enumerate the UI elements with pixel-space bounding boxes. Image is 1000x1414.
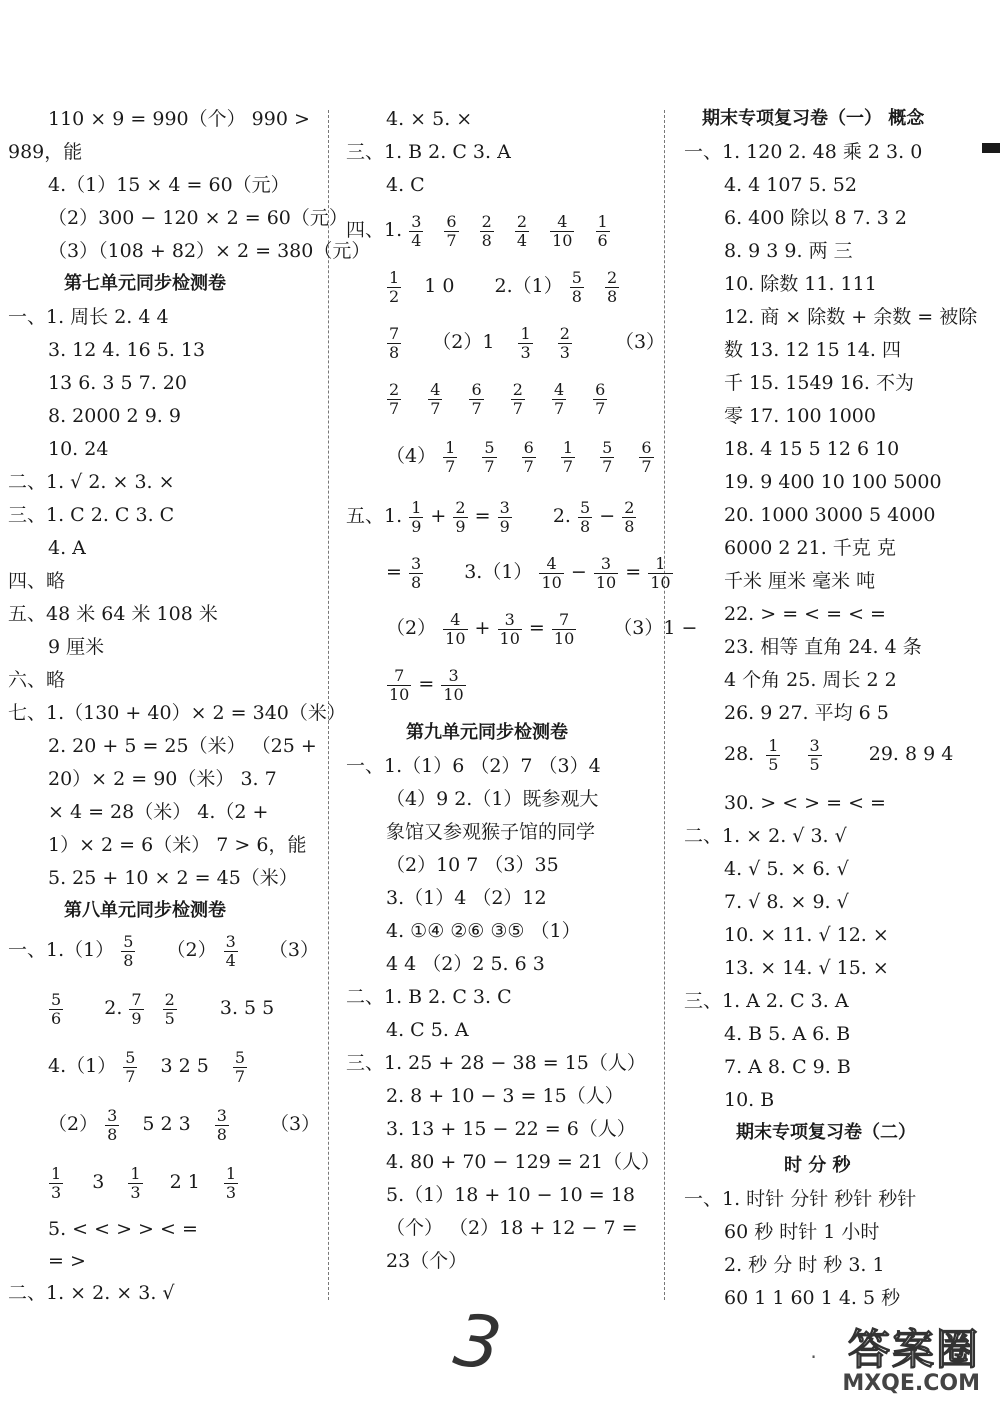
answer-line: 60 1 1 60 1 4. 5 秒 — [724, 1287, 901, 1309]
denominator: 8 — [123, 950, 134, 970]
answer-line: 10. 24 — [48, 438, 109, 460]
answer-line: 9 厘米 — [48, 636, 105, 658]
watermark-logo: 答案圈 — [847, 1325, 980, 1374]
answer-text: = — [418, 673, 435, 695]
numerator: 5 — [51, 989, 62, 1009]
answer-line: 989，能 — [8, 141, 83, 163]
answer-text: （2） — [166, 939, 217, 961]
answer-text: 一、1.（1） — [8, 939, 115, 961]
numerator: 3 — [411, 211, 422, 231]
fraction-line — [724, 728, 953, 780]
numerator: 1 — [520, 323, 531, 343]
denominator: 5 — [768, 754, 779, 774]
denominator: 3 — [130, 1182, 141, 1202]
answer-line: 零 17. 100 1000 — [724, 405, 876, 427]
fraction-line — [346, 204, 611, 256]
fraction — [215, 1107, 229, 1144]
denominator: 7 — [523, 456, 534, 476]
column-divider-2 — [664, 110, 665, 1300]
fraction — [498, 611, 522, 648]
answer-text: = — [474, 505, 491, 527]
answer-text: （3） — [614, 331, 666, 353]
denominator: 10 — [499, 628, 520, 648]
answer-line: 3.（1）4 （2）12 — [386, 887, 547, 909]
answer-line: 千 15. 1549 16. 不为 — [724, 372, 914, 394]
denominator: 10 — [541, 572, 562, 592]
numerator: 3 — [225, 931, 236, 951]
answer-text: （3） — [268, 939, 319, 961]
fraction — [622, 499, 636, 536]
numerator: 3 — [504, 609, 515, 629]
numerator: 1 — [130, 1163, 141, 1183]
numerator: 1 — [597, 211, 608, 231]
numerator: 2 — [455, 497, 466, 517]
numerator: 2 — [607, 267, 618, 287]
answer-text: = — [625, 561, 642, 583]
answer-text: 五、1. — [346, 505, 403, 527]
numerator: 2 — [516, 211, 528, 231]
answer-line: 三、1. 25 + 28 − 38 = 15（人） — [346, 1052, 646, 1074]
fraction-line — [386, 430, 655, 482]
section-heading: 第七单元同步检测卷 — [64, 273, 226, 294]
fraction — [409, 555, 423, 592]
numerator: 2 — [559, 323, 570, 343]
denominator: 2 — [389, 286, 400, 306]
answer-line: 三、1. B 2. C 3. A — [346, 141, 511, 163]
numerator: 3 — [448, 665, 459, 685]
answer-line: 6000 2 21. 千克 克 — [724, 537, 896, 559]
numerator: 5 — [571, 267, 582, 287]
answer-line: 8. 2000 2 9. 9 — [48, 405, 181, 427]
answer-text: − — [570, 561, 587, 583]
answer-line: 千米 厘米 毫米 吨 — [724, 570, 876, 592]
denominator: 8 — [624, 516, 635, 536]
answer-line: 22. > = < = < = — [724, 603, 886, 625]
answer-line: 三、1. C 2. C 3. C — [8, 504, 175, 526]
answer-text: 29. 8 9 4 — [868, 743, 954, 765]
denominator: 9 — [131, 1008, 142, 1028]
answer-line: 二、1. B 2. C 3. C — [346, 986, 512, 1008]
answer-line: 4 4 （2）2 5. 6 3 — [386, 953, 545, 975]
fraction-line — [386, 658, 467, 710]
denominator: 4 — [225, 950, 236, 970]
numerator: 2 — [164, 989, 175, 1009]
numerator: 1 — [411, 497, 422, 517]
denominator: 6 — [51, 1008, 62, 1028]
fraction — [498, 499, 512, 536]
fraction-line — [48, 982, 274, 1034]
answer-text: （2） — [386, 617, 437, 639]
answer-line: 4. B 5. A 6. B — [724, 1023, 851, 1045]
answer-line: 5. < < > > < = — [48, 1218, 198, 1240]
denominator: 7 — [445, 456, 456, 476]
fraction — [129, 991, 143, 1028]
answer-text: （4） — [386, 445, 437, 467]
answer-line: 2. 8 + 10 − 3 = 15（人） — [386, 1085, 624, 1107]
fraction — [444, 213, 458, 250]
fraction — [233, 1049, 247, 1086]
numerator: 5 — [234, 1047, 246, 1067]
numerator: 3 — [107, 1105, 118, 1125]
section-heading: 第九单元同步检测卷 — [406, 722, 568, 743]
denominator: 7 — [512, 398, 523, 418]
denominator: 9 — [499, 516, 510, 536]
answer-line: 1）× 2 = 6（米） 7 > 6，能 — [48, 834, 307, 856]
answer-line: 一、1. 120 2. 48 乘 2 3. 0 — [684, 141, 923, 163]
answer-line: 3. 12 4. 16 5. 13 — [48, 339, 206, 361]
watermark — [810, 1317, 980, 1396]
watermark-url: MXQE.COM — [842, 1371, 980, 1396]
answer-text: 2 1 — [169, 1171, 200, 1193]
fraction — [593, 381, 607, 418]
denominator: 7 — [234, 1066, 246, 1086]
answer-line: 5. 25 + 10 × 2 = 45（米） — [48, 867, 298, 889]
fraction — [639, 439, 653, 476]
numerator: 4 — [430, 379, 441, 399]
numerator: 4 — [450, 609, 461, 629]
fraction — [105, 1107, 119, 1144]
fraction — [515, 213, 529, 250]
answer-text: 5 2 3 — [142, 1113, 191, 1135]
answer-line: 二、1. × 2. × 3. √ — [8, 1282, 175, 1304]
fraction — [578, 499, 592, 536]
fraction-line — [386, 602, 697, 654]
fraction — [550, 213, 574, 250]
answer-line: 13. × 14. √ 15. × — [724, 957, 889, 979]
numerator: 6 — [471, 379, 482, 399]
fraction — [428, 381, 442, 418]
fraction — [552, 381, 566, 418]
fraction — [387, 325, 401, 362]
answer-line: 10. × 11. √ 12. × — [724, 924, 889, 946]
answer-line: 一、1.（1）6 （2）7 （3）4 — [346, 755, 601, 777]
answer-line: 五、48 米 64 米 108 米 — [8, 603, 218, 625]
denominator: 10 — [650, 572, 671, 592]
fraction — [123, 1049, 137, 1086]
fraction-line — [386, 316, 665, 368]
answer-line: 二、1. × 2. √ 3. √ — [684, 825, 847, 847]
numerator: 7 — [558, 609, 570, 629]
numerator: 4 — [546, 553, 557, 573]
denominator: 10 — [389, 684, 410, 704]
answer-text: 四、1. — [346, 219, 403, 241]
fraction-line — [386, 372, 608, 424]
numerator: 1 — [51, 1163, 62, 1183]
answer-line: 4. 4 107 5. 52 — [724, 174, 857, 196]
answer-line: 13 6. 3 5 7. 20 — [48, 372, 187, 394]
denominator: 9 — [411, 516, 422, 536]
answer-text: 2. — [552, 505, 571, 527]
answer-line: （2）300 − 120 × 2 = 60（元） — [48, 207, 348, 229]
numerator: 7 — [131, 989, 142, 1009]
answer-text: 2. — [104, 997, 123, 1019]
answer-text: + — [474, 617, 491, 639]
fraction-line — [48, 1098, 320, 1150]
answer-line: 3. 13 + 15 − 22 = 6（人） — [386, 1118, 636, 1140]
fraction — [49, 991, 63, 1028]
answer-text: 3. 5 5 — [219, 997, 275, 1019]
denominator: 8 — [481, 230, 492, 250]
fraction-line — [48, 1156, 239, 1208]
denominator: 10 — [443, 684, 464, 704]
answer-line: （4）9 2.（1）既参观大 — [386, 788, 599, 810]
numerator: 1 — [655, 553, 666, 573]
fraction — [605, 269, 619, 306]
answer-text: （2） — [48, 1113, 99, 1135]
fraction — [558, 325, 572, 362]
numerator: 2 — [512, 379, 523, 399]
fraction — [224, 1165, 238, 1202]
fraction — [453, 499, 467, 536]
answer-line: 象馆又参观猴子馆的同学 — [386, 821, 596, 843]
answer-line: 26. 9 27. 平均 6 5 — [724, 702, 889, 724]
answer-line: 7. A 8. C 9. B — [724, 1056, 851, 1078]
section-subheading: 时 分 秒 — [784, 1155, 851, 1176]
fraction — [163, 991, 177, 1028]
fraction — [518, 325, 532, 362]
section-heading: 第八单元同步检测卷 — [64, 900, 226, 921]
answer-line: 一、1. 时针 分针 秒针 秒针 — [684, 1188, 917, 1210]
answer-line: 4.（1）15 × 4 = 60（元） — [48, 174, 290, 196]
fraction-line — [386, 546, 674, 598]
answer-line: = > — [48, 1250, 86, 1272]
answer-line: 18. 4 15 5 12 6 10 — [724, 438, 900, 460]
answer-text: 3 2 5 — [160, 1055, 209, 1077]
denominator: 10 — [595, 572, 617, 592]
fraction — [49, 1165, 63, 1202]
fraction — [522, 439, 536, 476]
answer-line: 4. ①④ ②⑥ ③⑤ （1） — [386, 920, 581, 942]
answer-line: 4. C 5. A — [386, 1019, 469, 1041]
answer-line: 6. 400 除以 8 7. 3 2 — [724, 207, 908, 229]
fraction — [596, 213, 610, 250]
answer-line: 4. C — [386, 174, 425, 196]
answer-line: 三、1. A 2. C 3. A — [684, 990, 849, 1012]
denominator: 8 — [216, 1124, 227, 1144]
denominator: 3 — [520, 342, 531, 362]
answer-text: （2）1 — [432, 331, 495, 353]
fraction — [387, 667, 411, 704]
numerator: 2 — [624, 497, 635, 517]
answer-text: 28. — [724, 743, 755, 765]
answer-line: 七、1.（130 + 40）× 2 = 340（米） — [8, 702, 346, 724]
denominator: 7 — [389, 398, 400, 418]
numerator: 5 — [123, 931, 134, 951]
watermark-dot: · — [810, 1345, 817, 1369]
numerator: 3 — [410, 553, 422, 573]
denominator: 7 — [553, 398, 565, 418]
answer-line: 一、1. 周长 2. 4 4 — [8, 306, 169, 328]
fraction — [121, 933, 135, 970]
denominator: 8 — [389, 342, 400, 362]
denominator: 5 — [809, 754, 820, 774]
denominator: 3 — [225, 1182, 237, 1202]
fraction — [808, 737, 822, 774]
denominator: 4 — [411, 230, 422, 250]
fraction-line — [346, 490, 637, 542]
denominator: 3 — [51, 1182, 62, 1202]
numerator: 7 — [394, 665, 405, 685]
denominator: 8 — [607, 286, 618, 306]
denominator: 10 — [552, 230, 573, 250]
answer-text: （3）1 − — [613, 617, 698, 639]
fraction — [409, 213, 423, 250]
numerator: 3 — [499, 497, 510, 517]
answer-line: 4. 80 + 70 − 129 = 21（人） — [386, 1151, 660, 1173]
numerator: 3 — [600, 553, 612, 573]
answer-line: 数 13. 12 15 14. 四 — [724, 339, 901, 361]
answer-line: 20. 1000 3000 5 4000 — [724, 504, 936, 526]
denominator: 7 — [562, 456, 574, 476]
answer-text: 1 0 — [424, 275, 455, 297]
answer-line: 4. × 5. × — [386, 108, 473, 130]
fraction-line — [8, 924, 319, 976]
answer-line: 110 × 9 = 990（个） 990 > — [48, 108, 310, 130]
denominator: 10 — [445, 628, 466, 648]
fraction — [648, 555, 672, 592]
answer-line: 7. √ 8. × 9. √ — [724, 891, 849, 913]
answer-line: 20）× 2 = 90（米） 3. 7 — [48, 768, 277, 790]
answer-line: 2. 秒 分 时 秒 3. 1 — [724, 1254, 885, 1276]
page-edge-tab — [982, 143, 1000, 153]
answer-line: 12. 商 × 除数 + 余数 = 被除 — [724, 306, 978, 328]
numerator: 5 — [580, 497, 591, 517]
fraction — [387, 269, 401, 306]
fraction — [600, 439, 614, 476]
fraction — [539, 555, 563, 592]
answer-line: 60 秒 时针 1 小时 — [724, 1221, 880, 1243]
numerator: 1 — [445, 437, 456, 457]
answer-line: 4. √ 5. × 6. √ — [724, 858, 849, 880]
denominator: 7 — [471, 398, 482, 418]
fraction — [443, 439, 457, 476]
answer-line: （2）10 7 （3）35 — [386, 854, 559, 876]
denominator: 10 — [553, 628, 575, 648]
numerator: 4 — [557, 211, 568, 231]
answer-line: 四、略 — [8, 570, 66, 592]
numerator: 7 — [389, 323, 400, 343]
denominator: 7 — [602, 456, 613, 476]
denominator: 4 — [516, 230, 528, 250]
answer-text: 2.（1） — [494, 275, 563, 297]
answer-text: = — [528, 617, 545, 639]
denominator: 5 — [164, 1008, 175, 1028]
numerator: 2 — [389, 379, 400, 399]
section-heading: 期末专项复习卷（二） — [736, 1122, 916, 1143]
denominator: 8 — [410, 572, 422, 592]
fraction — [561, 439, 575, 476]
numerator: 6 — [641, 437, 652, 457]
fraction-line — [386, 260, 620, 312]
answer-line: 10. B — [724, 1089, 775, 1111]
answer-line: 23（个） — [386, 1250, 468, 1272]
fraction — [552, 611, 576, 648]
answer-line: 4 个角 25. 周长 2 2 — [724, 669, 897, 691]
fraction — [511, 381, 525, 418]
answer-line: × 4 = 28（米） 4.（2 + — [48, 801, 269, 823]
answer-text: 3 — [92, 1171, 105, 1193]
answer-line: 二、1. √ 2. × 3. × — [8, 471, 175, 493]
denominator: 8 — [580, 516, 591, 536]
fraction-line — [48, 1040, 248, 1092]
fraction — [594, 555, 618, 592]
answer-line: 23. 相等 直角 24. 4 条 — [724, 636, 922, 658]
handwritten-page-number: 3 — [449, 1297, 507, 1387]
numerator: 3 — [809, 735, 820, 755]
denominator: 7 — [125, 1066, 136, 1086]
answer-text: （3） — [270, 1113, 321, 1135]
answer-text: − — [599, 505, 616, 527]
denominator: 6 — [597, 230, 608, 250]
fraction — [480, 213, 494, 250]
section-heading: 期末专项复习卷（一） 概念 — [702, 108, 925, 129]
denominator: 7 — [641, 456, 652, 476]
numerator: 5 — [484, 437, 495, 457]
numerator: 1 — [225, 1163, 237, 1183]
fraction — [409, 499, 423, 536]
denominator: 7 — [595, 398, 606, 418]
denominator: 9 — [455, 516, 466, 536]
fraction — [128, 1165, 142, 1202]
numerator: 5 — [602, 437, 613, 457]
answer-line: 5.（1）18 + 10 − 10 = 18 — [386, 1184, 635, 1206]
numerator: 3 — [216, 1105, 227, 1125]
fraction — [570, 269, 584, 306]
numerator: 2 — [481, 211, 492, 231]
denominator: 8 — [107, 1124, 118, 1144]
fraction — [387, 381, 401, 418]
denominator: 7 — [430, 398, 441, 418]
denominator: 7 — [446, 230, 457, 250]
answer-line: 8. 9 3 9. 两 三 — [724, 240, 853, 262]
numerator: 6 — [595, 379, 606, 399]
answer-line: 30. > < > = < = — [724, 792, 886, 814]
answer-text: 3.（1） — [464, 561, 533, 583]
numerator: 5 — [125, 1047, 136, 1067]
answer-text: + — [430, 505, 447, 527]
numerator: 6 — [446, 211, 457, 231]
numerator: 1 — [389, 267, 400, 287]
fraction — [224, 933, 238, 970]
fraction — [443, 611, 467, 648]
fraction — [766, 737, 780, 774]
answer-line: （个） （2）18 + 12 − 7 = — [386, 1217, 638, 1239]
answer-text: 4.（1） — [48, 1055, 117, 1077]
answer-line: 六、略 — [8, 669, 66, 691]
denominator: 3 — [559, 342, 570, 362]
numerator: 4 — [553, 379, 565, 399]
answer-text: = — [386, 561, 402, 583]
denominator: 8 — [571, 286, 582, 306]
answer-line: 10. 除数 11. 111 — [724, 273, 877, 295]
fraction — [482, 439, 496, 476]
fraction — [469, 381, 483, 418]
numerator: 6 — [523, 437, 534, 457]
numerator: 1 — [562, 437, 574, 457]
answer-line: 2. 20 + 5 = 25（米） （25 + — [48, 735, 317, 757]
answer-line: 4. A — [48, 537, 86, 559]
answer-line: 19. 9 400 10 100 5000 — [724, 471, 942, 493]
fraction — [441, 667, 465, 704]
denominator: 7 — [484, 456, 495, 476]
answer-line: （3）（108 + 82）× 2 = 380（元） — [48, 240, 371, 262]
numerator: 1 — [768, 735, 779, 755]
